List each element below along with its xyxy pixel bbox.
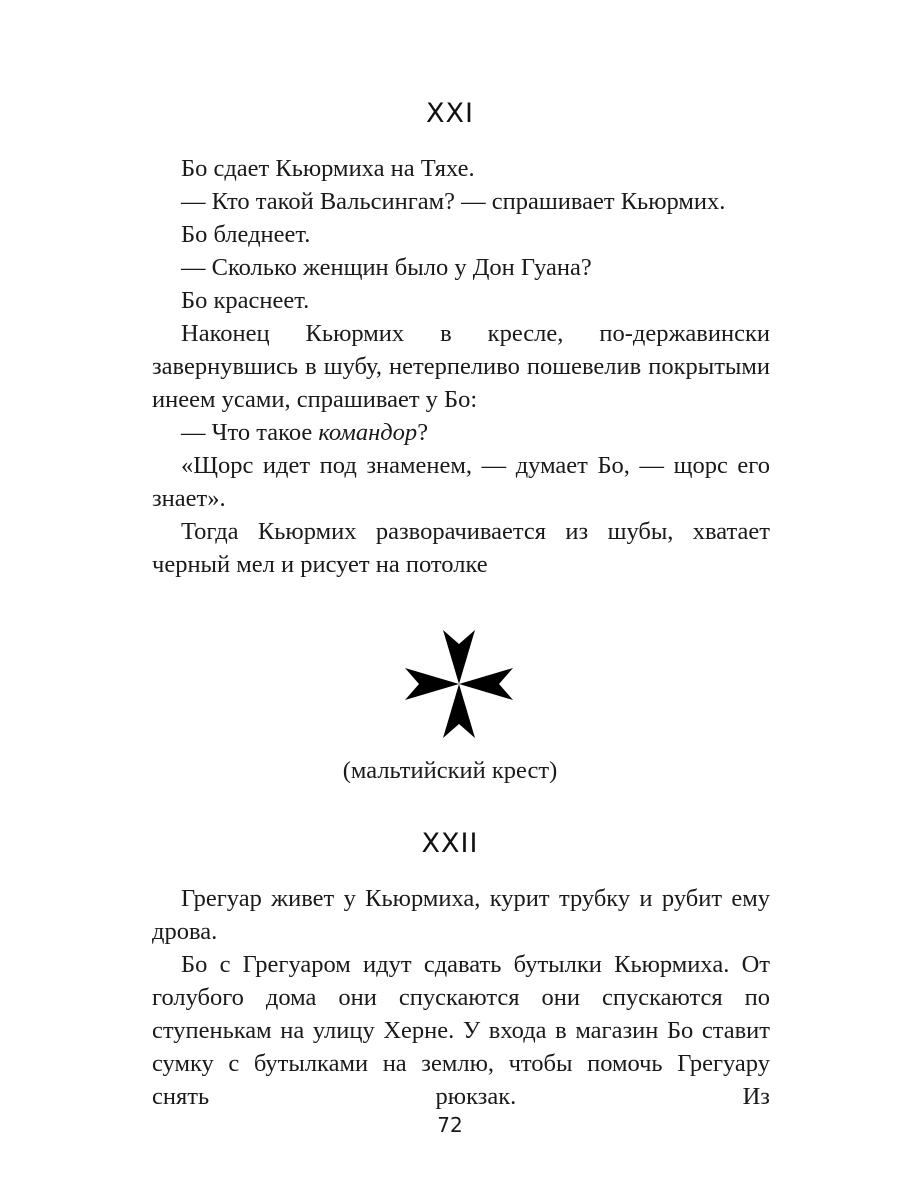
paragraph: Наконец Кьюрмих в кресле, по-державински завернувшись в шубу, нетерпеливо пошевелив покрытыми инеем усами, спрашивает у Бо: — [152, 320, 770, 413]
paragraph: Бо с Грегуаром идут сдавать бутылки Кьюрмиха. От голубого дома они спускаются они спускаются по ступенькам на улицу Херне. У входа в магазин Бо ставит сумку с бутылками на землю, чтобы помочь Грегуару снять рюкзак. Из — [152, 951, 770, 1110]
chapter-heading-xxii: XXII — [421, 828, 479, 859]
maltese-cross-icon — [403, 628, 515, 740]
dialogue-lead: — Что такое — [181, 419, 319, 446]
paragraph-with-italic — [152, 416, 770, 449]
paragraph: — Кто такой Вальсингам? — спрашивает Кьюрмих. — [181, 188, 726, 215]
page-number: 72 — [437, 1113, 463, 1137]
paragraph: Бо сдает Кьюрмиха на Тяхе. — [181, 155, 475, 182]
paragraph: — Сколько женщин было у Дон Гуана? — [181, 254, 592, 281]
figure-caption: (мальтийский крест) — [342, 757, 558, 784]
dialogue-tail: ? — [417, 419, 429, 446]
paragraph: «Щорс идет под знаменем, — думает Бо, — щорс его знает». — [152, 452, 770, 512]
chapter-xxii-text — [152, 882, 770, 1113]
paragraph: Грегуар живет у Кьюрмиха, курит трубку и рубит ему дрова. — [152, 885, 770, 945]
paragraph: Тогда Кьюрмих разворачивается из шубы, хватает черный мел и рисует на потолке — [152, 518, 770, 578]
chapter-heading-xxi: XXI — [426, 98, 474, 129]
paragraph: Бо бледнеет. — [181, 221, 311, 248]
italic-word: командор — [318, 419, 418, 446]
paragraph: Бо краснеет. — [181, 287, 310, 314]
chapter-xxi-text — [152, 152, 770, 581]
